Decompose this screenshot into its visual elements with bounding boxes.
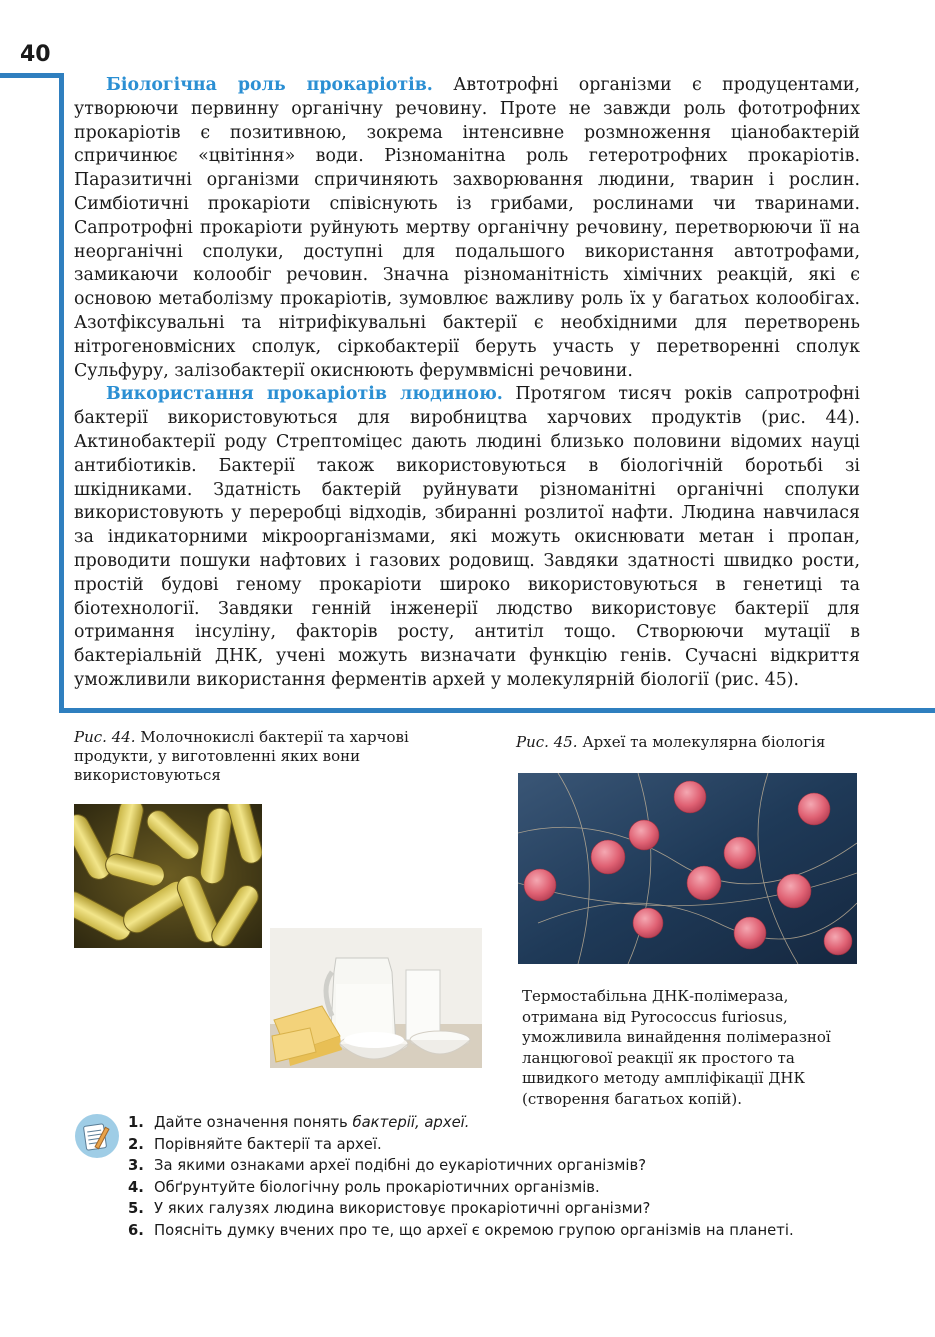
- section-heading-human-use: Використання прокаріотів людиною.: [106, 384, 503, 405]
- figure-45-caption-text: Археї та молекулярна біологія: [577, 733, 826, 751]
- question-item: [128, 1112, 908, 1134]
- question-text-plain: Дайте означення понять: [154, 1114, 353, 1131]
- paragraph-body: Автотрофні організми є продуцентами, утворюючи первинну органічну речовину. Проте не завжди роль фототрофних прокаріотів є позитивною, зокрема інтенсивне розмноження ціанобактерій спричинює «цвітіння» води. Різноманітна роль гетеротрофних прокаріотів. Паразитичні організми спричиняють захворювання людини, тварин і рослин. Симбіотичні прокаріоти співіснують із грибами, рослинами чи тваринами. Сапротрофні прокаріоти руйнують мертву органічну речовину, перетворюючи її на неорганічні сполуки, доступні для подальшого використання автотрофами, замикаючи колообіг речовин. Значна різноманітність хімічних реакцій, які є основою метаболізму прокаріотів, зумовлює важливу роль їх у багатьох колообігах. Азотфіксувальні та нітрифікувальні бактерії є необхідними для перетворень нітрогеновмісних сполук, сіркобактерії беруть участь у перетворенні сполук Сульфуру, залізобактерії окиснюють ферумвмісні речовини.: [74, 75, 860, 381]
- dairy-products-photo: [270, 928, 482, 1068]
- question-terms: бактерії, археї.: [352, 1114, 470, 1131]
- question-item: [128, 1220, 908, 1242]
- figure-45-description: Термостабільна ДНК-полімераза, отримана від Pyrococcus furiosus, уможливила винайдення полімеразної ланцюгової реакції як простого та швидкого методу ампліфікації ДНК (створення багатьох копій).: [522, 987, 831, 1108]
- question-text: У яких галузях людина використовує прокаріотичні організми?: [154, 1200, 651, 1218]
- archaea-micrograph-photo: [518, 773, 857, 964]
- paragraph-human-use: [74, 383, 860, 692]
- main-text: [74, 74, 860, 693]
- page-number: 40: [20, 42, 51, 67]
- paragraph-biological-role: [74, 74, 860, 383]
- section-heading-biological-role: Біологічна роль прокаріотів.: [106, 75, 433, 95]
- question-text: [154, 1112, 470, 1134]
- figure-45-caption: [516, 733, 886, 752]
- review-questions: [128, 1112, 908, 1242]
- lactic-bacteria-photo: [74, 804, 262, 948]
- question-text: Поясніть думку вчених про те, що археї є окремою групою організмів на планеті.: [154, 1221, 794, 1239]
- figure-44-caption: [74, 728, 490, 785]
- question-text: Порівняйте бактерії та археї.: [154, 1135, 382, 1153]
- paragraph-body: Протягом тисяч років сапротрофні бактерії використовуються для виробництва харчових продуктів (рис. 44). Актинобактерії роду Стрептоміцес дають людині близько половини відомих науці антибіотиків. Бактерії також використовуються в біологічній боротьбі зі шкідниками. Здатність бактерій руйнувати різноманітні органічні сполуки використовують у переробці відходів, збиранні розлитої нафти. Людина навчилася за індикаторними мікроорганізмами, які можуть окиснювати метан і пропан, проводити пошуки нафтових і газових родовищ. Завдяки здатності швидко рости, простій будові геному прокаріоти широко використовуються в генетиці та біотехнології. Завдяки генній інженерії людство використовує бактерії для отримання інсуліну, факторів росту, антитіл тощо. Створюючи мутації в бактеріальній ДНК, учені можуть визначати функцію генів. Сучасні відкриття уможливили використання ферментів архей у молекулярній біології (рис. 45).: [74, 384, 860, 690]
- question-number: 1.: [128, 1114, 144, 1131]
- question-item: [128, 1177, 908, 1199]
- question-item: [128, 1155, 908, 1177]
- question-number: 3.: [128, 1157, 144, 1175]
- notebook-pencil-icon: [74, 1113, 120, 1159]
- frame-left-line: [59, 73, 64, 713]
- question-item: [128, 1198, 908, 1220]
- figure-45-label: Рис. 45.: [516, 733, 578, 751]
- question-text: За якими ознаками археї подібні до еукаріотичних організмів?: [154, 1157, 647, 1175]
- figure-44-label: Рис. 44.: [74, 728, 136, 746]
- figure-44-caption-text: Молочнокислі бактерії та харчові продукти, у виготовленні яких вони використовуються: [74, 728, 409, 784]
- question-number: 6.: [128, 1221, 144, 1239]
- question-number: 4.: [128, 1178, 144, 1196]
- frame-bottom-line: [59, 708, 935, 713]
- question-text: Обґрунтуйте біологічну роль прокаріотичних організмів.: [154, 1178, 600, 1196]
- question-number: 2.: [128, 1135, 144, 1153]
- frame-top-line: [0, 73, 64, 78]
- question-item: [128, 1134, 908, 1156]
- question-number: 5.: [128, 1200, 144, 1218]
